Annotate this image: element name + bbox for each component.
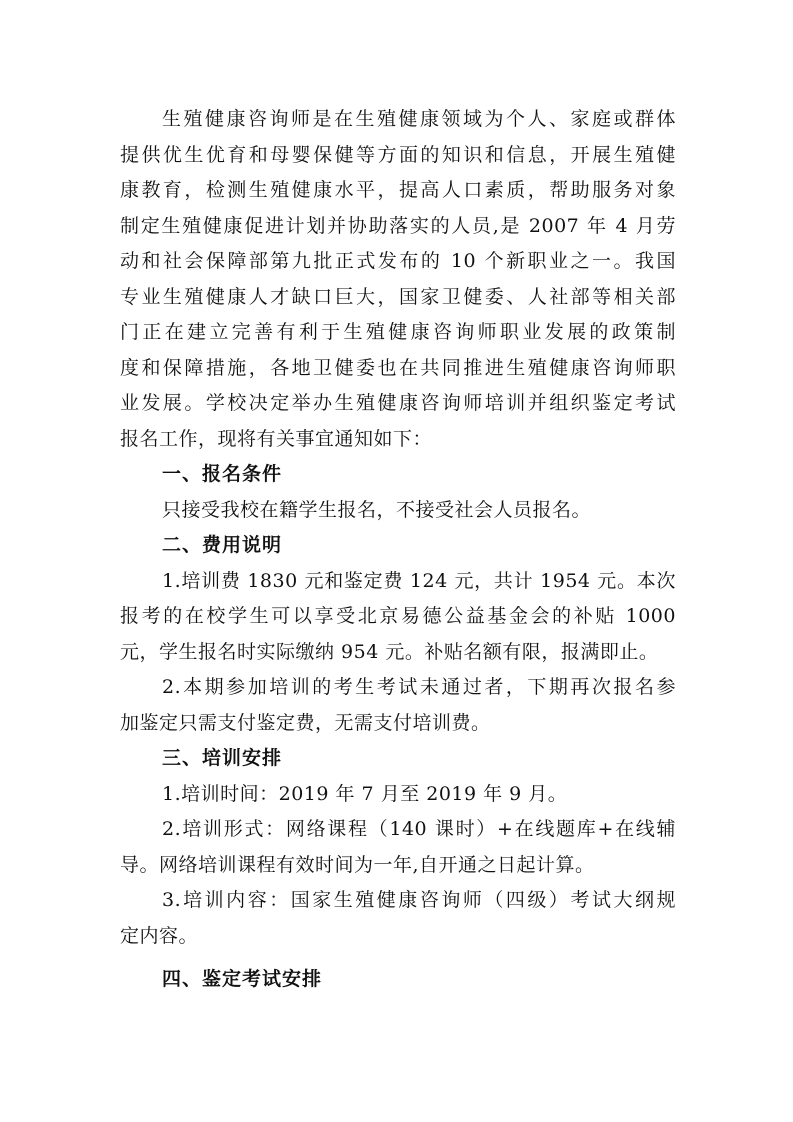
- intro-line: 业发展。学校决定举办生殖健康咨询师培训并组织鉴定考试: [120, 392, 676, 414]
- section3-line: 定内容。: [120, 924, 199, 947]
- section1-line: 只接受我校在籍学生报名，不接受社会人员报名。: [162, 498, 592, 521]
- section2-line: 1.培训费 1830 元和鉴定费 124 元，共计 1954 元。本次: [162, 569, 676, 592]
- intro-line: 专业生殖健康人才缺口巨大，国家卫健委、人社部等相关部: [120, 285, 676, 308]
- section-heading-registration: 一、报名条件: [162, 463, 283, 485]
- section2-line: 加鉴定只需支付鉴定费，无需支付培训费。: [120, 711, 491, 734]
- section3-line: 导。网络培训课程有效时间为一年,自开通之日起计算。: [120, 853, 595, 876]
- section-heading-training: 三、培训安排: [162, 747, 283, 769]
- intro-line: 提供优生优育和母婴保健等方面的知识和信息，开展生殖健: [120, 143, 676, 166]
- intro-line: 动和社会保障部第九批正式发布的 10 个新职业之一。我国: [120, 250, 676, 272]
- intro-line: 报名工作，现将有关事宜通知如下：: [120, 427, 433, 450]
- document-body: [120, 102, 676, 998]
- section2-line: 元，学生报名时实际缴纳 954 元。补贴名额有限，报满即止。: [120, 640, 659, 663]
- section3-line: 2.培训形式：网络课程（140 课时）+在线题库+在线辅: [162, 818, 676, 840]
- intro-line: 度和保障措施，各地卫健委也在共同推进生殖健康咨询师职: [120, 356, 676, 379]
- intro-line: 生殖健康咨询师是在生殖健康领域为个人、家庭或群体: [162, 108, 676, 130]
- intro-line: 康教育，检测生殖健康水平，提高人口素质，帮助服务对象: [120, 179, 676, 201]
- section-heading-exam: 四、鉴定考试安排: [162, 968, 323, 990]
- section2-line: 报考的在校学生可以享受北京易德公益基金会的补贴 1000: [120, 605, 676, 627]
- section2-line: 2.本期参加培训的考生考试未通过者，下期再次报名参: [162, 676, 676, 698]
- section3-line: 1.培训时间：2019 年 7 月至 2019 年 9 月。: [162, 782, 568, 805]
- intro-line: 制定生殖健康促进计划并协助落实的人员,是 2007 年 4 月劳: [120, 214, 676, 237]
- section-heading-fees: 二、费用说明: [162, 534, 283, 556]
- section3-line: 3.培训内容：国家生殖健康咨询师（四级）考试大纲规: [162, 889, 676, 911]
- intro-line: 门正在建立完善有利于生殖健康咨询师职业发展的政策制: [120, 321, 676, 343]
